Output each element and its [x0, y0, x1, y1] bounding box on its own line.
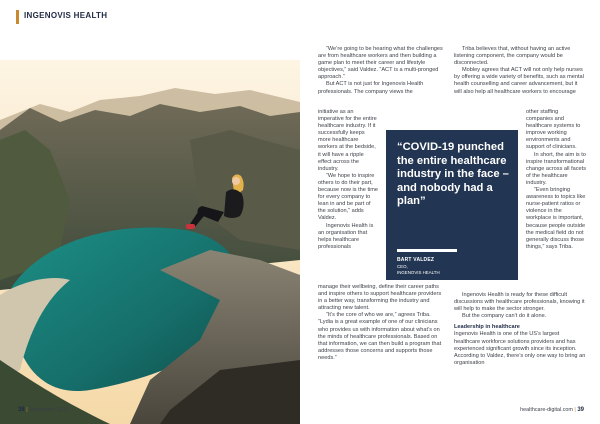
paragraph: manage their wellbeing, define their career paths and inspire others to support healthcare providers in a better way, transforming the industry and attracting new talent.: [318, 284, 442, 312]
paragraph: But ACT is not just for Ingenovis Health professionals. The company views the: [318, 81, 424, 95]
paragraph: Ingenovis Health is one of the US’s largest healthcare workforce solutions providers and has experienced significant growth since its inception. According to Valdez, there’s only one way to bring an organisation: [454, 331, 586, 366]
left-page-number: 38: [18, 407, 25, 413]
article-column-1-top: [318, 46, 446, 96]
paragraph: Triba believes that, without having an active listening component, the company would be disconnected.: [454, 46, 571, 67]
pull-quote-attribution-name: BART VALDEZ: [397, 257, 435, 263]
paragraph: Ingenovis Health is an organisation that helps healthcare professionals: [318, 222, 374, 250]
paragraph: But the company can’t do it alone.: [462, 313, 547, 320]
pull-quote-attribution-role: CEO,: [397, 264, 408, 269]
article-column-2-wrap: [526, 109, 586, 251]
paragraph: In short, the aim is to inspire transformational change across all facets of the healthcare industry.: [526, 151, 587, 186]
paragraph: “It’s the core of who we are,” agrees Triba. “Lydia is a great example of one of our clinicians who provides us with information about what’s on the minds of healthcare professionals. Based on that information, we can then build a program that addresses those concerns and supports those needs.”: [318, 312, 442, 361]
paragraph: “Even bringing awareness to topics like nurse-patient ratios or violence in the workplace is important, because people outside the medical field do not generally discuss those things,” says Triba.: [526, 187, 586, 250]
paragraph: other staffing companies and healthcare systems to improve working environments and support of clinicians.: [526, 109, 581, 151]
left-page-footer: [18, 407, 69, 413]
paragraph: “We’re going to be hearing what the challenges are from healthcare workers and then building a game plan to meet their career and lifestyle objectives,” said Valdez. “ACT is a multi-pronged approach.”: [318, 46, 443, 81]
pull-quote-attribution-org: INGENOVIS HEALTH: [397, 270, 440, 275]
paragraph: Ingenovis Health is ready for these difficult discussions with healthcare professionals, knowing it will help to make the sector stronger.: [454, 292, 585, 313]
right-page-number: 39: [577, 407, 584, 413]
paragraph: “We hope to inspire others to do their part, because now is the time for every company to lean in and be part of the solution,” adds Valdez.: [318, 172, 379, 222]
issue-date: September 2022: [29, 407, 69, 413]
right-page-footer: [520, 407, 584, 413]
publication-section-title: INGENOVIS HEALTH: [24, 11, 108, 20]
landscape-illustration: [0, 60, 300, 424]
footer-separator: |: [26, 407, 30, 413]
section-heading: Leadership in healthcare: [454, 324, 520, 331]
article-column-2-bottom: [454, 292, 586, 367]
paragraph: initiative as an imperative for the entire healthcare industry. If it successfully keeps more healthcare workers at the bedside, it will have a ripple effect across the industry.: [318, 109, 377, 172]
paragraph: Mobley agrees that ACT will not only help nurses by offering a wide variety of benefits, such as mental health counselling and career advancement, but it will also help all healthcare workers to encourage: [454, 67, 584, 95]
article-column-2-top: [454, 46, 586, 96]
hero-photo: [0, 60, 300, 424]
pull-quote-text: “COVID-19 punched the entire healthcare industry in the face – and nobody had a plan”: [397, 141, 509, 208]
website-link[interactable]: healthcare-digital.com: [520, 407, 573, 413]
pull-quote-divider: [397, 249, 457, 252]
article-column-1-wrap: [318, 109, 378, 251]
header-accent-bar: [16, 10, 19, 24]
article-column-1-bottom: [318, 284, 446, 362]
footer-separator: |: [574, 407, 578, 413]
